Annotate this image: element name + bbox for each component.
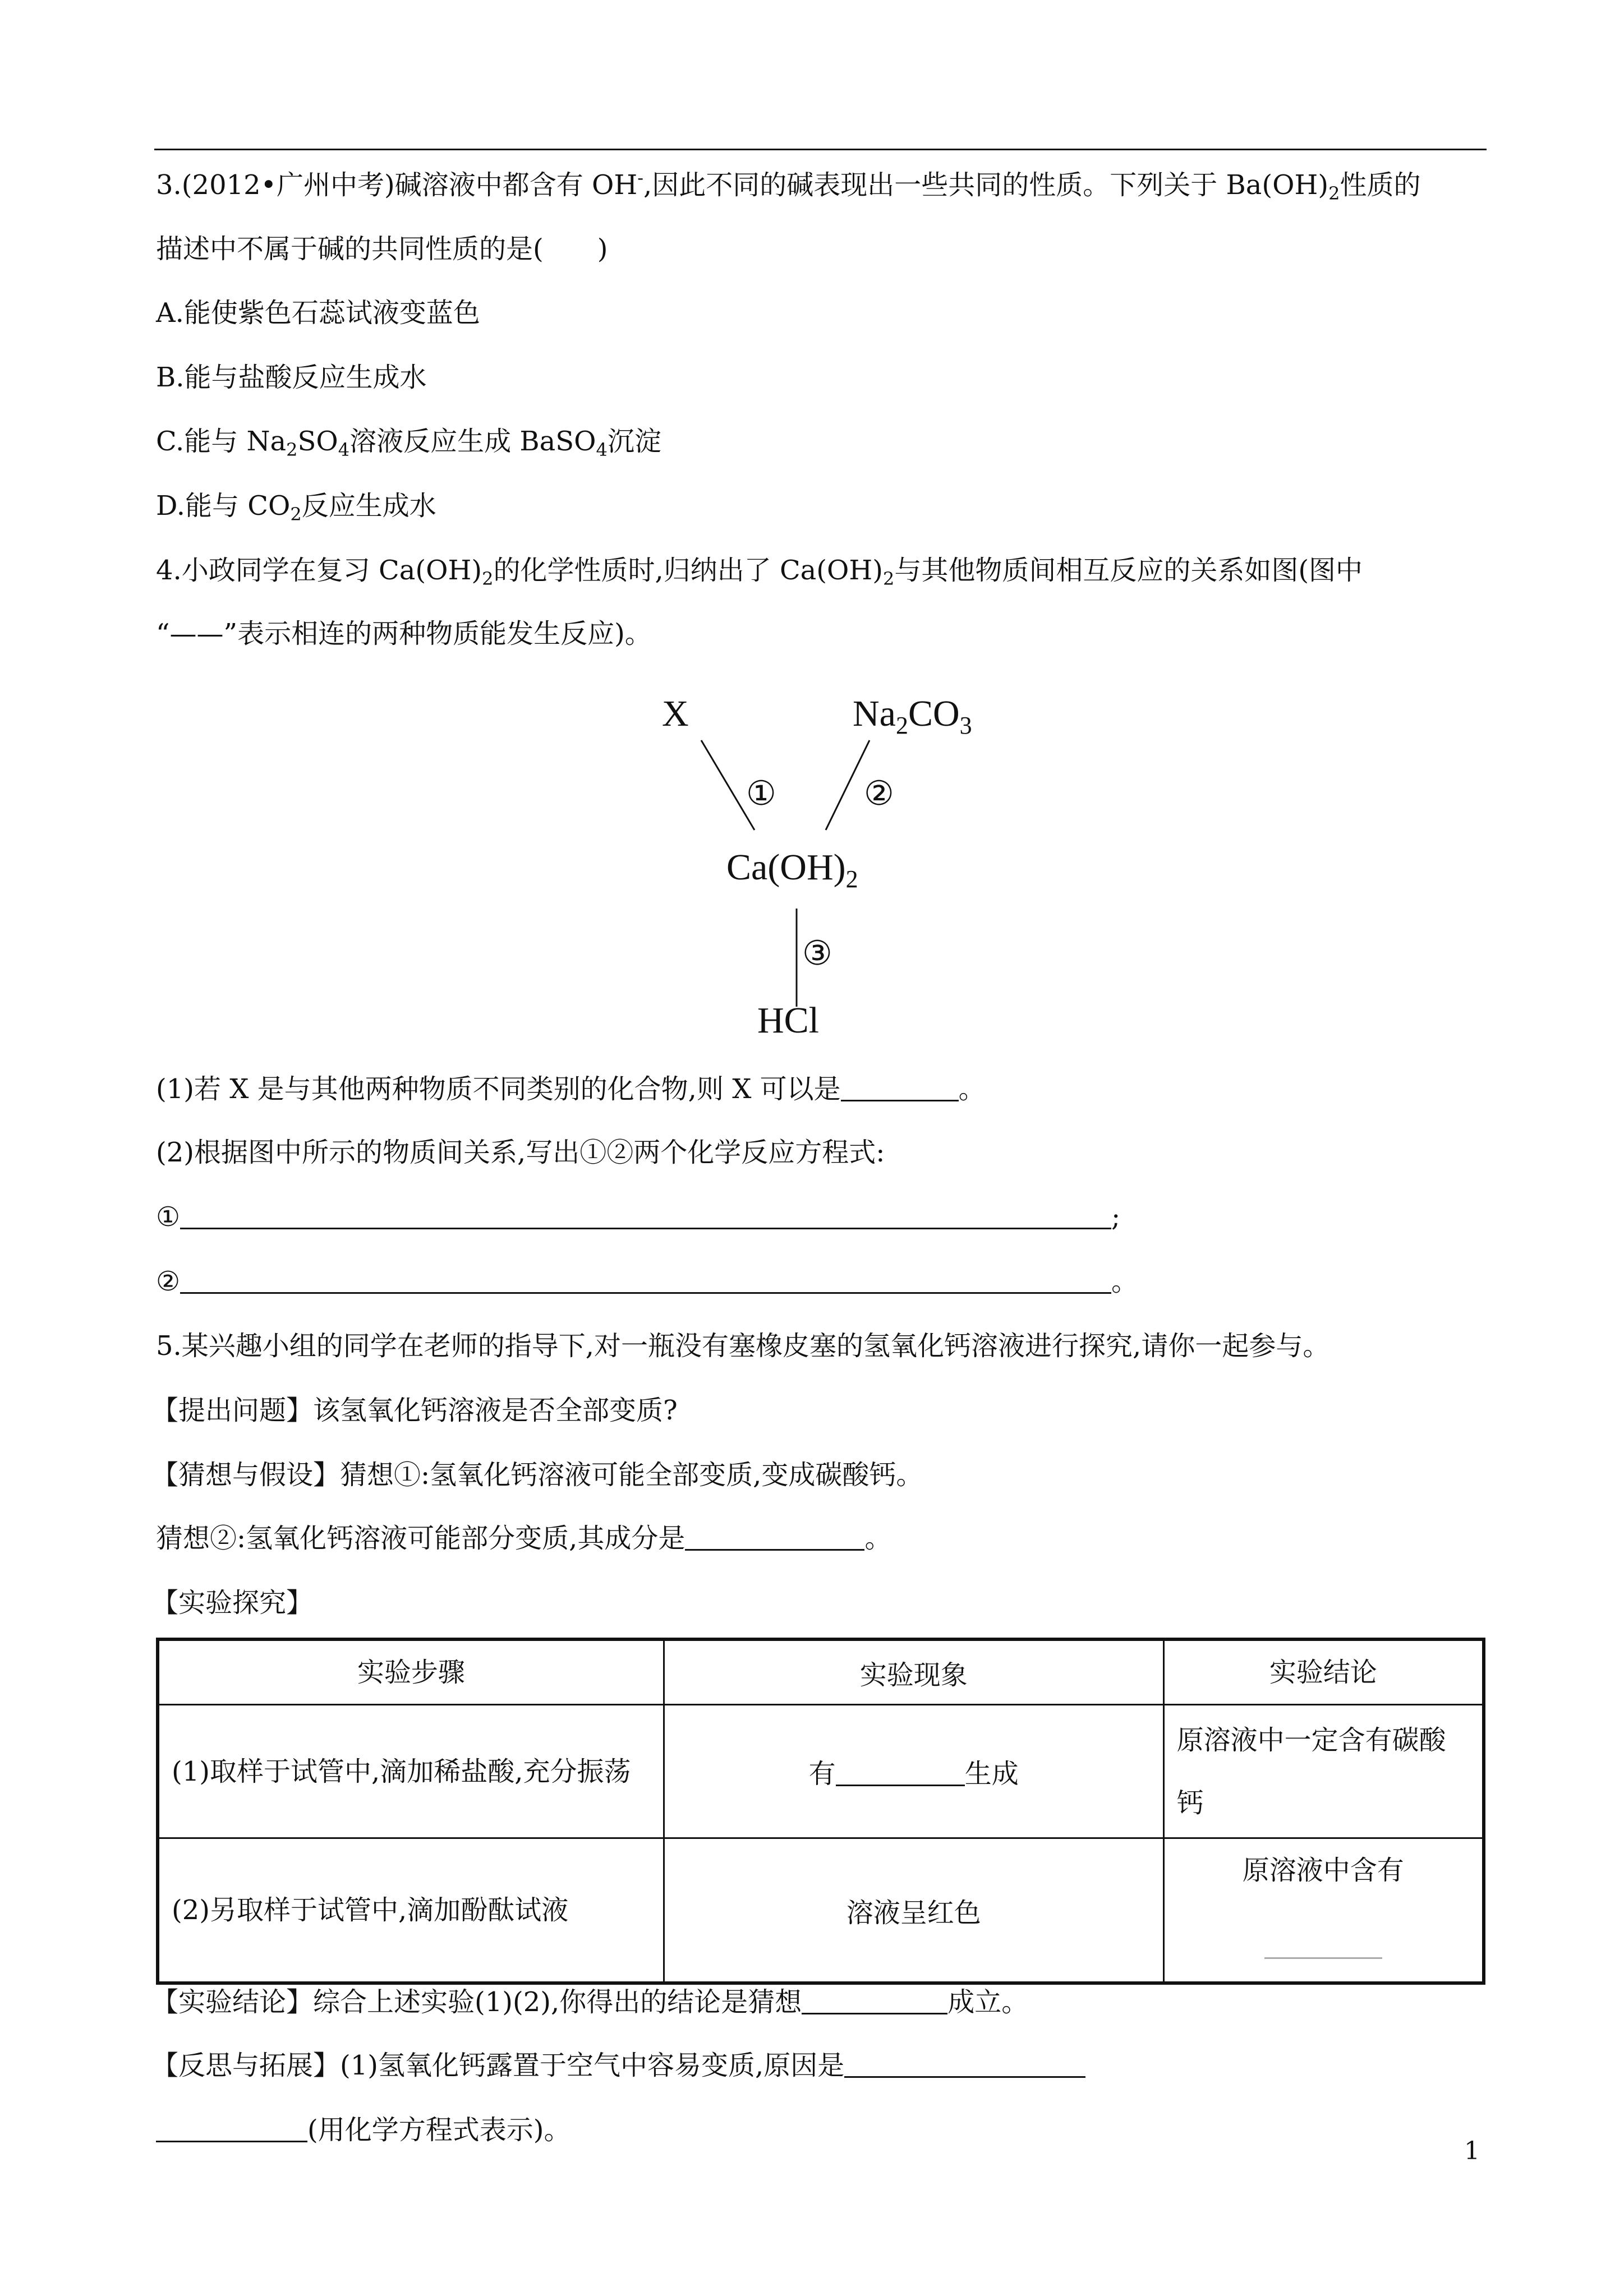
q3-option-d: D.能与 $CO_2$反应生成水 [156,490,436,525]
answer-blank-hypothesis[interactable] [802,1988,947,2014]
conclusion-2-text: 原溶液中含有 [1242,1855,1404,1886]
answer-blank-equation-1[interactable] [180,1203,1111,1229]
q4-equation-2: ② 。 [156,1266,1139,1297]
answer-blank-equation-3[interactable] [156,2116,307,2142]
q5-stem: 5.某兴趣小组的同学在老师的指导下,对一瓶没有塞橡皮塞的氢氧化钙溶液进行探究,请你一起参与。 [156,1330,1330,1362]
answer-blank-x[interactable] [841,1075,959,1101]
experiment-table [156,1638,1485,1985]
observation-2: 溶液呈红色 [664,1838,1163,1984]
q4-stem-line2: “——”表示相连的两种物质能发生反应)。 [156,618,652,649]
header-rule [154,149,1487,150]
q5-hypothesis-1: 【猜想与假设】猜想①:氢氧化钙溶液可能全部变质,变成碳酸钙。 [151,1459,923,1491]
observation-1: 有 生成 [664,1705,1163,1838]
label-reaction-1: ① [746,774,776,813]
answer-blank-equation-2[interactable] [180,1267,1111,1294]
q5-conclusion: 【实验结论】综合上述实验(1)(2),你得出的结论是猜想 成立。 [151,1986,1029,2018]
answer-blank-gas[interactable] [836,1760,965,1786]
answer-blank-composition[interactable] [685,1524,864,1551]
answer-blank-reason[interactable] [844,2051,1085,2078]
header-step: 实验步骤 [158,1639,664,1705]
label-reaction-2: ② [864,774,894,813]
q5-explore-heading: 【实验探究】 [151,1587,314,1619]
table-row [158,1705,1484,1838]
q3-option-c: C.能与 $Na_2SO_4$溶液反应生成 BaSO$_4$沉淀 [156,426,661,460]
reaction-diagram [645,684,1010,1054]
line-na2co3-to-caoh2 [826,740,869,830]
q5-question: 【提出问题】该氢氧化钙溶液是否全部变质? [151,1395,678,1426]
node-caoh2: $Ca(OH)_2$ [726,847,858,893]
header-observation: 实验现象 [664,1639,1163,1705]
step-1: (1)取样于试管中,滴加稀盐酸,充分振荡 [158,1705,664,1838]
q3-option-b: B.能与盐酸反应生成水 [156,362,427,393]
node-hcl: HCl [757,1000,820,1041]
conclusion-1: 原溶液中一定含有碳酸钙 [1163,1705,1484,1838]
answer-blank-substance[interactable] [1264,1935,1382,1959]
q4-equation-1: ① ; [156,1201,1121,1233]
q3-stem-line2: 描述中不属于碱的共同性质的是( ) [156,233,608,265]
page-number: 1 [1464,2137,1480,2165]
q4-sub1: (1)若 X 是与其他两种物质不同类别的化合物,则 X 可以是 。 [156,1073,986,1105]
q5-reflection-cont: (用化学方程式表示)。 [156,2113,571,2147]
node-na2co3: $Na_2CO_3$ [853,693,972,739]
header-conclusion: 实验结论 [1163,1639,1484,1705]
q3-stem-line1: 3.(2012•广州中考)碱溶液中都含有 OH-,因此不同的碱表现出一些共同的性质。下列关于 $Ba(OH)_2$性质的 [156,167,1421,204]
q3-option-a: A.能使紫色石蕊试液变蓝色 [156,297,480,329]
table-header-row [158,1639,1484,1705]
step-2: (2)另取样于试管中,滴加酚酞试液 [158,1838,664,1984]
q4-sub2: (2)根据图中所示的物质间关系,写出①②两个化学反应方程式: [156,1137,885,1168]
table-row [158,1838,1484,1984]
conclusion-2 [1163,1838,1484,1984]
node-x: X [662,693,689,734]
q4-stem-line1: 4.小政同学在复习 $Ca(OH)_2$的化学性质时,归纳出了 $Ca(OH)_2$与其他物质间相互反应的关系如图(图中 [156,555,1363,589]
q5-hypothesis-2: 猜想②:氢氧化钙溶液可能部分变质,其成分是 。 [156,1523,892,1554]
label-reaction-3: ③ [802,934,832,973]
q5-reflection: 【反思与拓展】(1)氢氧化钙露置于空气中容易变质,原因是 [151,2049,1085,2082]
